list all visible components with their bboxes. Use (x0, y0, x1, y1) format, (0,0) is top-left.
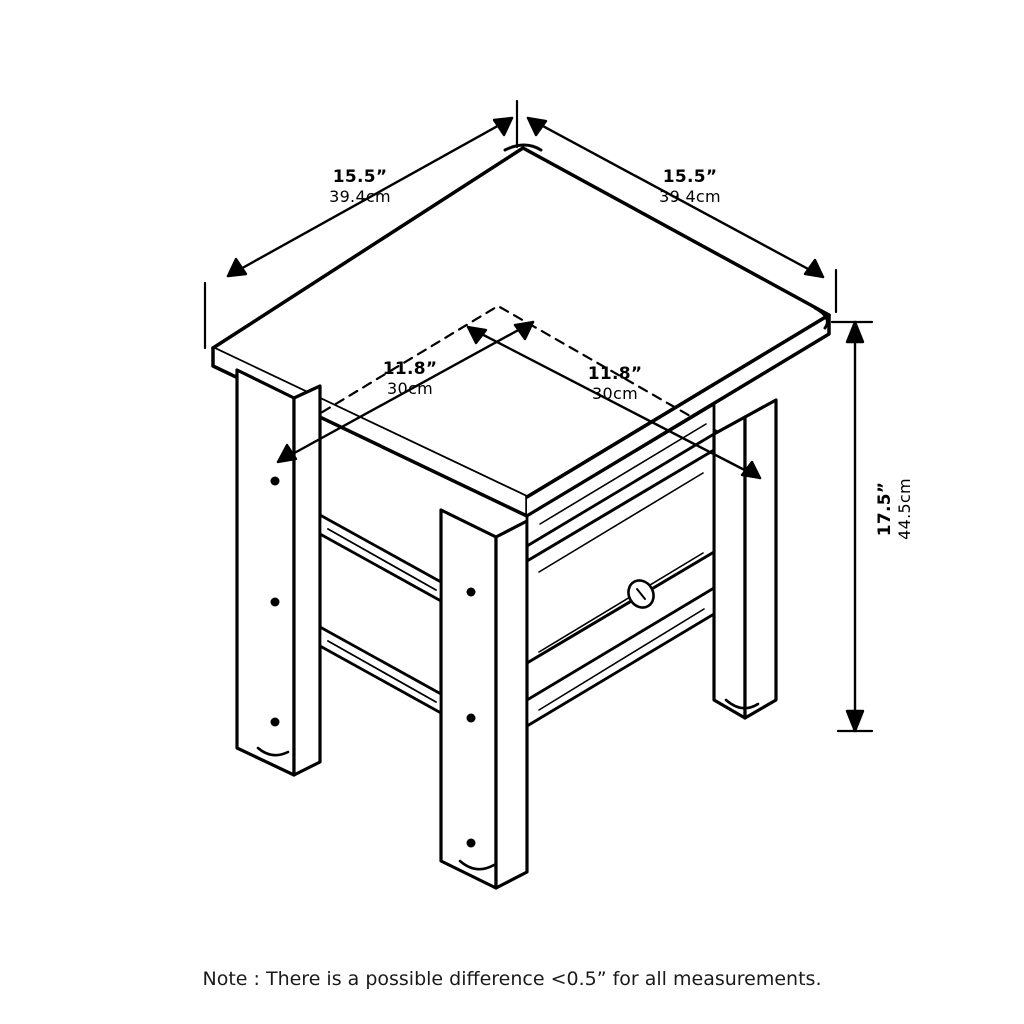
dimension-label-inner-left (355, 360, 465, 398)
leg-front-center (441, 510, 527, 888)
dimension-label-width-right (630, 168, 750, 206)
dimension-value-imperial: 15.5” (662, 167, 718, 187)
dimension-label-inner-right (560, 365, 670, 403)
dimension-value-metric: 39.4cm (329, 186, 391, 206)
dimension-value-imperial: 17.5” (875, 481, 896, 537)
dimension-value-metric: 44.5cm (894, 478, 914, 540)
measurement-note: Note : There is a possible difference <0.5” for all measurements. (202, 968, 822, 990)
dimension-value-metric: 30cm (592, 383, 638, 403)
leg-right (714, 400, 776, 718)
leg-back-left (237, 370, 320, 775)
dimension-value-metric: 39.4cm (659, 186, 721, 206)
side-stretchers (320, 515, 441, 713)
dimension-label-height (876, 444, 914, 574)
dimension-label-width-left (300, 168, 420, 206)
dimension-value-imperial: 11.8” (382, 359, 438, 379)
dimension-value-imperial: 11.8” (587, 364, 643, 384)
dimension-value-metric: 30cm (387, 378, 433, 398)
dimension-value-imperial: 15.5” (332, 167, 388, 187)
